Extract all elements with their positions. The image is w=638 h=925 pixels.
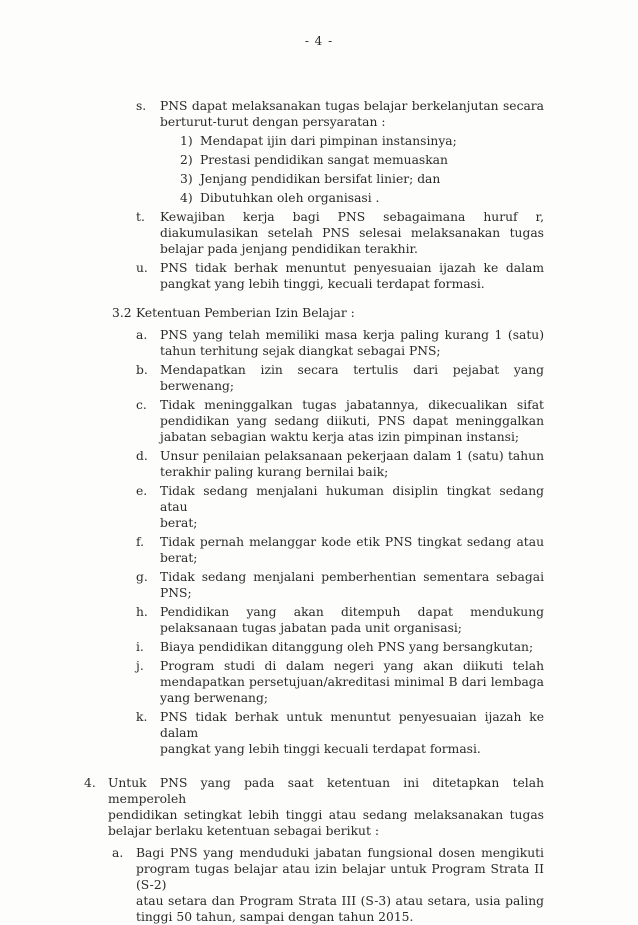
item-line: tinggi 50 tahun, sampai dengan tahun 2015.	[136, 910, 414, 924]
item-line: Kewajiban kerja bagi PNS sebagaimana huruf r,	[160, 210, 544, 224]
item-line: Tidak pernah melanggar kode etik PNS tingkat sedang atau	[160, 535, 544, 549]
item-line: berat;	[160, 516, 198, 530]
item-line: pelaksanaan tugas jabatan pada unit organisasi;	[160, 621, 462, 635]
sub-item-marker: 3)	[180, 172, 193, 186]
document-body	[0, 98, 638, 925]
list-item-j	[136, 658, 544, 706]
item-line: berat;	[160, 551, 198, 565]
sub-item	[180, 171, 544, 187]
item-line: Tidak sedang menjalani hukuman disiplin tingkat sedang atau	[160, 484, 544, 514]
list-item-e	[136, 483, 544, 531]
list-item-t	[136, 209, 544, 257]
sub-item-text: Jenjang pendidikan bersifat linier; dan	[200, 172, 441, 186]
list-item-f	[136, 534, 544, 566]
item-line: Biaya pendidikan ditanggung oleh PNS yang bersangkutan;	[160, 640, 534, 654]
item-line: Tidak sedang menjalani pemberhentian sementara sebagai PNS;	[160, 570, 544, 600]
item-marker: i.	[136, 640, 144, 654]
list-item-g	[136, 569, 544, 601]
item-line: program tugas belajar atau izin belajar untuk Program Strata II (S-2)	[136, 862, 544, 892]
item-marker: e.	[136, 484, 148, 498]
section-line: pendidikan setingkat lebih tinggi atau sedang melaksanakan tugas	[108, 808, 544, 822]
sub-item	[180, 190, 544, 206]
item-line: berturut-turut dengan persyaratan :	[160, 115, 386, 129]
item-line: Pendidikan yang akan ditempuh dapat mendukung	[160, 605, 544, 619]
list-item-a	[136, 327, 544, 359]
list-item-s	[136, 98, 544, 130]
item-line: pendidikan yang sedang diikuti, PNS dapat meninggalkan	[160, 414, 544, 428]
list-item-d	[136, 448, 544, 480]
sub-item-text: Mendapat ijin dari pimpinan instansinya;	[200, 134, 457, 148]
item-marker: b.	[136, 363, 148, 377]
sub-item	[180, 152, 544, 168]
item-marker: s.	[136, 99, 147, 113]
section-title: Ketentuan Pemberian Izin Belajar :	[136, 306, 355, 320]
section-number: 4.	[84, 776, 96, 790]
item-marker: u.	[136, 261, 148, 275]
item-marker: k.	[136, 710, 148, 724]
section-number: 3.2	[112, 306, 132, 320]
list-item-k	[136, 709, 544, 757]
item-line: Bagi PNS yang menduduki jabatan fungsional dosen mengikuti	[136, 846, 544, 860]
sub-item-marker: 4)	[180, 191, 193, 205]
item-line: PNS tidak berhak menuntut penyesuaian ijazah ke dalam	[160, 261, 544, 275]
item-line: Mendapatkan izin secara tertulis dari pejabat yang berwenang;	[160, 363, 544, 393]
sub-item-marker: 2)	[180, 153, 193, 167]
sub-item-text: Prestasi pendidikan sangat memuaskan	[200, 153, 448, 167]
item-marker: j.	[136, 659, 144, 673]
item-marker: h.	[136, 605, 148, 619]
item-line: terakhir paling kurang bernilai baik;	[160, 465, 389, 479]
item-line: belajar pada jenjang pendidikan terakhir.	[160, 242, 418, 256]
item-line: mendapatkan persetujuan/akreditasi minimal B dari lembaga	[160, 675, 544, 689]
item-line: PNS dapat melaksanakan tugas belajar berkelanjutan secara	[160, 99, 544, 113]
item-line: PNS tidak berhak untuk menuntut penyesuaian ijazah ke dalam	[160, 710, 544, 740]
item-line: jabatan sebagian waktu kerja atas izin pimpinan instansi;	[160, 430, 520, 444]
item-marker: t.	[136, 210, 145, 224]
section-line: Untuk PNS yang pada saat ketentuan ini ditetapkan telah memperoleh	[108, 776, 544, 806]
list-item-i	[136, 639, 544, 655]
list-item-b	[136, 362, 544, 394]
item-marker: c.	[136, 398, 147, 412]
list-item-c	[136, 397, 544, 445]
sub-item-marker: 1)	[180, 134, 193, 148]
section-4-intro	[84, 775, 544, 839]
list-item-u	[136, 260, 544, 292]
item-marker: g.	[136, 570, 148, 584]
item-marker: a.	[112, 846, 124, 860]
sub-item	[180, 133, 544, 149]
sub-item-text: Dibutuhkan oleh organisasi .	[200, 191, 380, 205]
item-marker: f.	[136, 535, 145, 549]
item-line: Unsur penilaian pelaksanaan pekerjaan dalam 1 (satu) tahun	[160, 449, 544, 463]
item-line: pangkat yang lebih tinggi, kecuali terdapat formasi.	[160, 277, 485, 291]
item-line: tahun terhitung sejak diangkat sebagai PNS;	[160, 344, 441, 358]
item-line: pangkat yang lebih tinggi kecuali terdapat formasi.	[160, 742, 481, 756]
item-line: Tidak meninggalkan tugas jabatannya, dikecualikan sifat	[160, 398, 544, 412]
item-line: diakumulasikan setelah PNS selesai melaksanakan tugas	[160, 226, 544, 240]
item-marker: d.	[136, 449, 148, 463]
item-marker: a.	[136, 328, 148, 342]
item-line: Program studi di dalam negeri yang akan diikuti telah	[160, 659, 544, 673]
list-item-h	[136, 604, 544, 636]
section-heading-3-2	[112, 305, 544, 321]
item-line: yang berwenang;	[160, 691, 268, 705]
sub-list	[180, 133, 544, 206]
section-4-item-a	[112, 845, 544, 925]
page-number: - 4 -	[304, 34, 334, 48]
item-line: PNS yang telah memiliki masa kerja paling kurang 1 (satu)	[160, 328, 544, 342]
section-line: belajar berlaku ketentuan sebagai berikut :	[108, 824, 379, 838]
item-line: atau setara dan Program Strata III (S-3) atau setara, usia paling	[136, 894, 544, 908]
